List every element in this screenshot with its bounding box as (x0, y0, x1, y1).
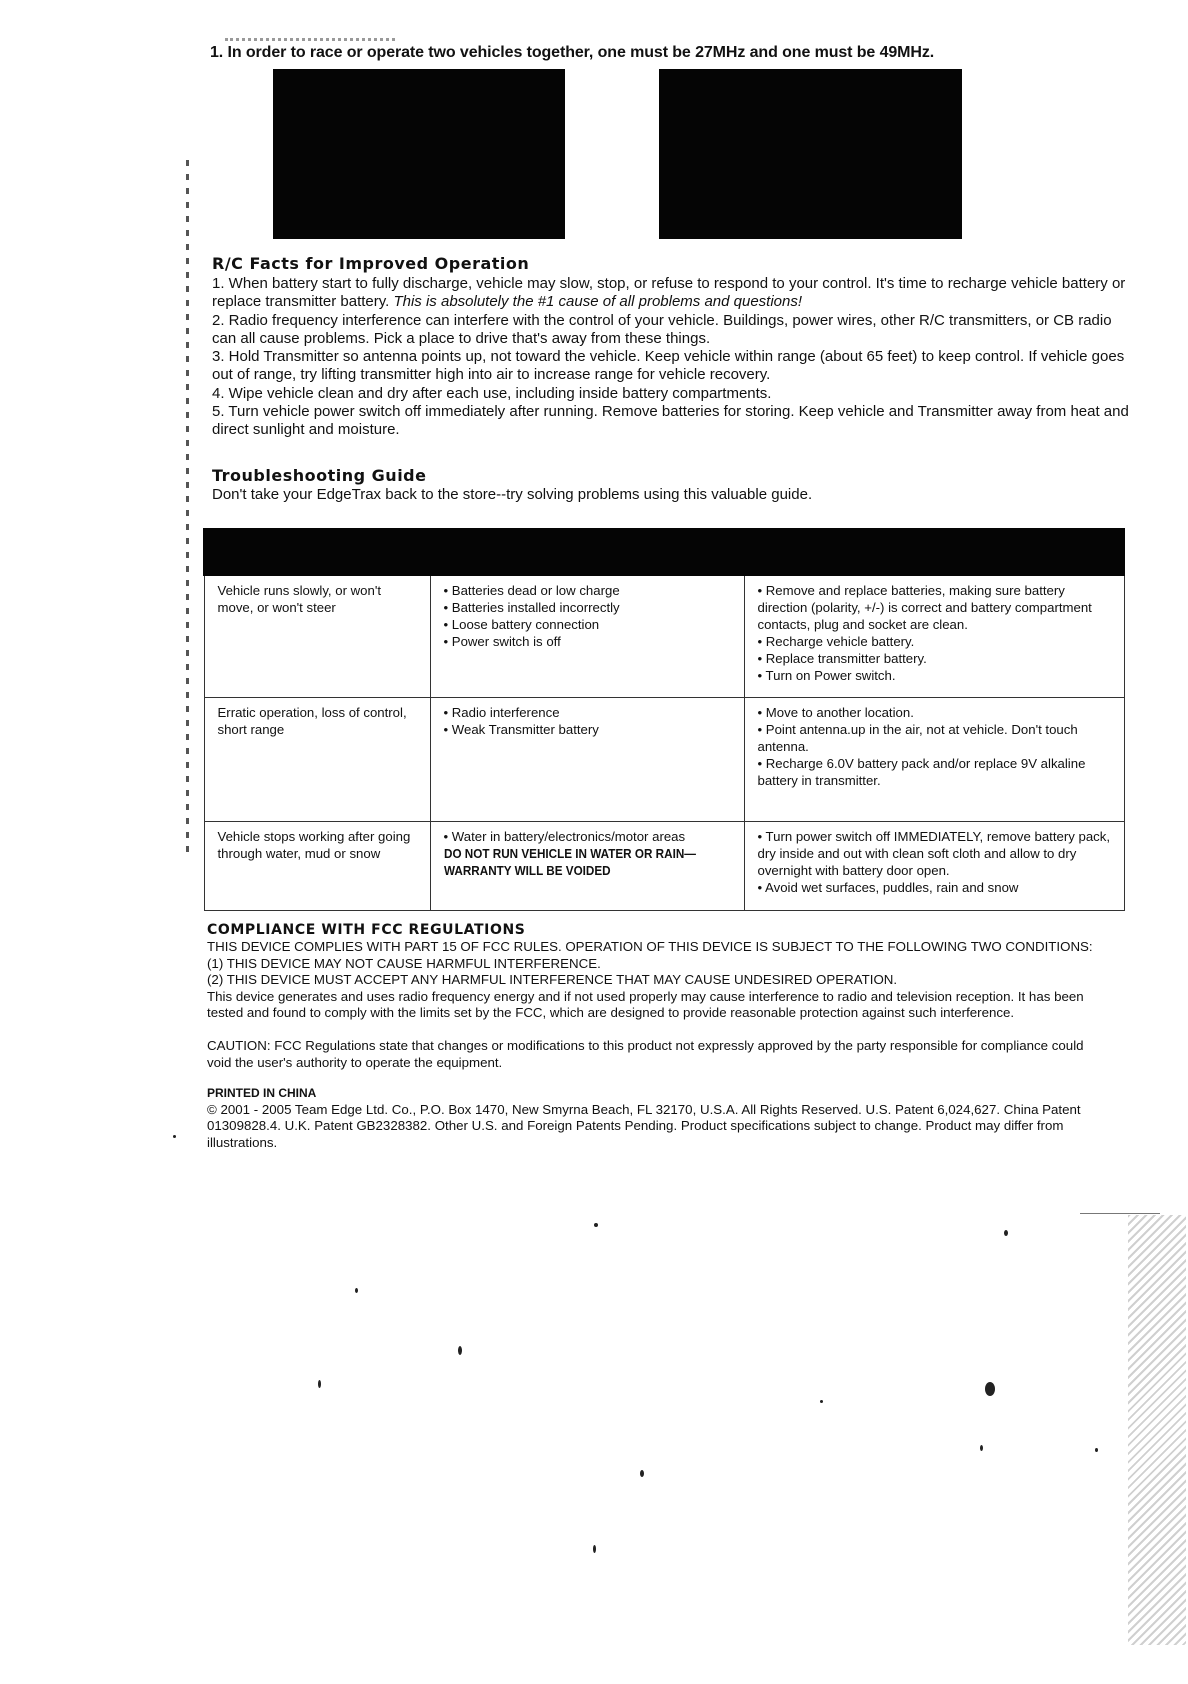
scan-streak (1080, 1213, 1160, 1214)
solution-cell: • Turn power switch off IMMEDIATELY, remove battery pack, dry inside and out with clean soft cloth and allow to dry overnight with battery door open. • Avoid wet surfaces, puddles, rain and snow (744, 822, 1124, 911)
solution-cell: • Remove and replace batteries, making sure battery direction (polarity, +/-) is correct and battery compartment contacts, plug and socket are clean. • Recharge vehicle battery. • Replace transmitter battery. • Turn on Power switch. (744, 575, 1124, 698)
troubleshooting-title: Troubleshooting Guide (212, 466, 427, 485)
fcc-caution: CAUTION: FCC Regulations state that changes or modifications to this product not expressly approved by the party responsible for compliance could void the user's authority to operate the equipment. (207, 1037, 1084, 1070)
scan-speck (173, 1135, 176, 1138)
table-header-cell (430, 529, 744, 575)
rc-facts-title: R/C Facts for Improved Operation (212, 254, 530, 273)
warranty-warning: WARRANTY WILL BE VOIDED (443, 863, 611, 878)
scan-speck (458, 1346, 462, 1355)
scan-speck (594, 1223, 598, 1227)
fcc-line: This device generates and uses radio frequency energy and if not used properly may cause interference to radio and television reception. It has been tested and found to comply with the limits set by the FCC, which are designed to provide reasonable protection against such interference. (207, 988, 1084, 1021)
problem-cell: Vehicle stops working after going through water, mud or snow (204, 822, 430, 911)
table-row (204, 822, 1124, 911)
rc-fact-emphasis: This is absolutely the #1 cause of all problems and questions! (393, 293, 803, 311)
scan-speck (980, 1445, 983, 1451)
fcc-section (207, 939, 1107, 1152)
spacer (207, 1022, 1107, 1038)
rc-fact-item: 3. Hold Transmitter so antenna points up, not toward the vehicle. Keep vehicle within range (about 65 feet) to keep control. If vehicle goes out of range, try lifting transmitter high into air to increase range for vehicle recovery. (212, 348, 1125, 384)
intro-line: 1. In order to race or operate two vehicles together, one must be 27MHz and one must be 49MHz. (210, 44, 935, 61)
cropped-heading-fragment (225, 28, 395, 41)
troubleshooting-table (203, 528, 1125, 911)
scan-speck (593, 1545, 596, 1553)
table-row (204, 698, 1124, 822)
scan-speck (1095, 1448, 1098, 1452)
fcc-line: THIS DEVICE COMPLIES WITH PART 15 OF FCC RULES. OPERATION OF THIS DEVICE IS SUBJECT TO THE FOLLOWING TWO CONDITIONS: (207, 939, 1093, 954)
scan-speck (640, 1470, 644, 1477)
table-header-cell (204, 529, 430, 575)
right-scan-noise (1128, 1215, 1186, 1645)
left-scan-edge (186, 160, 189, 860)
image-placeholder-right (659, 69, 962, 239)
rc-fact-item: 4. Wipe vehicle clean and dry after each use, including inside battery compartments. (212, 384, 772, 402)
image-placeholder-left (273, 69, 565, 239)
scan-speck (355, 1288, 358, 1293)
rc-fact-item: 2. Radio frequency interference can interfere with the control of your vehicle. Buildings, power wires, other R/C transmitters, or CB radio can all cause problems. Pick a place to drive that's away from these things. (212, 311, 1112, 347)
scan-speck (820, 1400, 823, 1403)
solution-cell: • Move to another location. • Point antenna.up in the air, not at vehicle. Don't touch antenna. • Recharge 6.0V battery pack and/or replace 9V alkaline battery in transmitter. (744, 698, 1124, 822)
cause-cell: • Radio interference • Weak Transmitter battery (430, 698, 744, 822)
troubleshooting-intro: Don't take your EdgeTrax back to the store--try solving problems using this valuable guide. (212, 486, 813, 503)
problem-cell: Vehicle runs slowly, or won't move, or won't steer (204, 575, 430, 698)
scan-speck (318, 1380, 321, 1388)
fcc-line: (1) THIS DEVICE MAY NOT CAUSE HARMFUL INTERFERENCE. (207, 955, 601, 971)
rc-facts-list (212, 275, 1132, 440)
copyright-text: © 2001 - 2005 Team Edge Ltd. Co., P.O. Box 1470, New Smyrna Beach, FL 32170, U.S.A. All Rights Reserved. U.S. Patent 6,024,627. China Patent 01309828.4. U.K. Patent GB2328382. Other U.S. and Foreign Patents Pending. Product specifications subject to change. Product may differ from illustrations. (207, 1101, 1081, 1150)
table-row (204, 575, 1124, 698)
fcc-title: COMPLIANCE WITH FCC REGULATIONS (207, 922, 526, 938)
cause-cell: • Batteries dead or low charge • Batteries installed incorrectly • Loose battery connection • Power switch is off (430, 575, 744, 698)
table-header-cell (744, 529, 1124, 575)
rc-fact-item: 1. When battery start to fully discharge, vehicle may slow, stop, or refuse to respond to your control. It's time to recharge vehicle battery or replace transmitter battery. This is absolutely the #1 cause of all problems and questions! (212, 275, 1126, 311)
rc-fact-item: 5. Turn vehicle power switch off immediately after running. Remove batteries for storing. Keep vehicle and Transmitter away from heat and direct sunlight and moisture. (212, 403, 1129, 439)
fcc-line: (2) THIS DEVICE MUST ACCEPT ANY HARMFUL INTERFERENCE THAT MAY CAUSE UNDESIRED OPERATION. (207, 972, 898, 988)
scan-speck (1004, 1230, 1008, 1236)
table-header-row (204, 529, 1124, 575)
problem-cell: Erratic operation, loss of control, short range (204, 698, 430, 822)
warranty-warning: DO NOT RUN VEHICLE IN WATER OR RAIN— (443, 846, 696, 861)
scan-speck (985, 1382, 995, 1396)
cause-cell: • Water in battery/electronics/motor areas DO NOT RUN VEHICLE IN WATER OR RAIN— WARRANTY WILL BE VOIDED (430, 822, 744, 911)
printed-in-china: PRINTED IN CHINA (207, 1086, 317, 1101)
